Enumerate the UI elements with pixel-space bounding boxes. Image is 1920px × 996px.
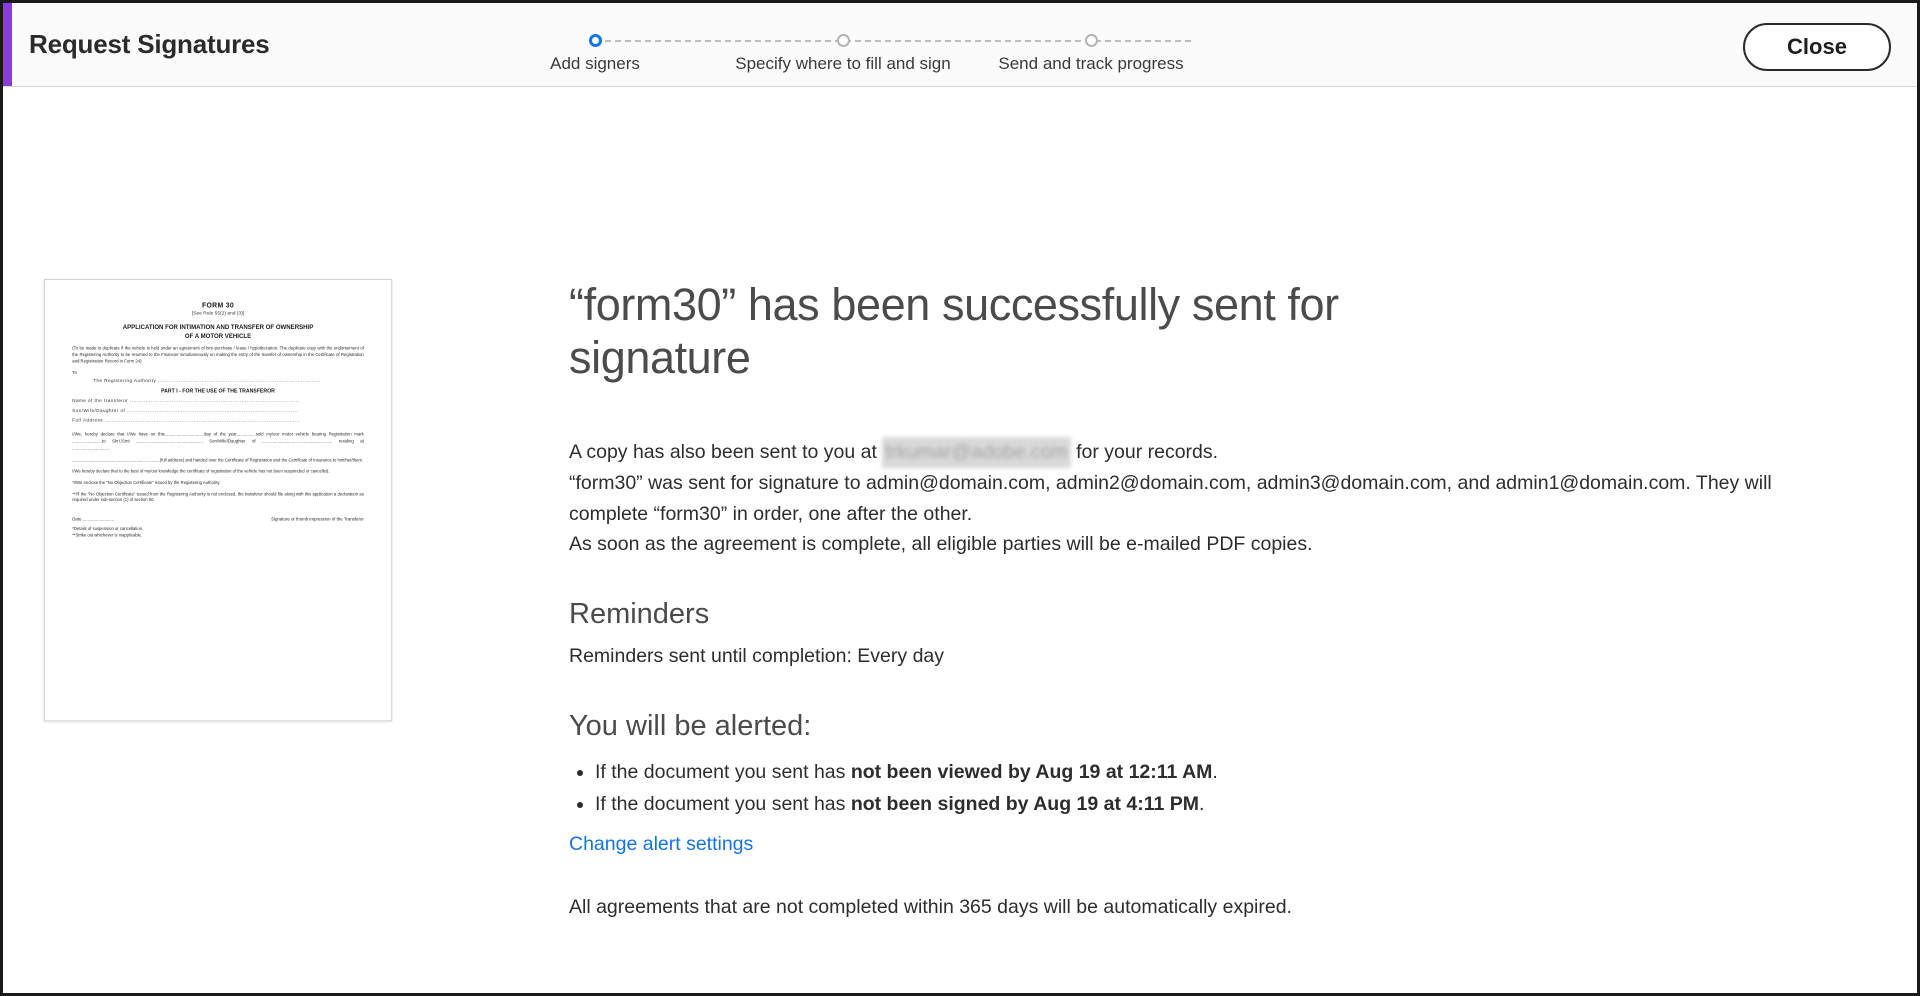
doc-form-number: FORM 30 bbox=[201, 300, 235, 309]
redacted-email: trkumar@adobe.com bbox=[882, 437, 1070, 468]
change-alert-settings-link[interactable]: Change alert settings bbox=[569, 833, 754, 856]
confirmation-panel bbox=[433, 279, 1917, 993]
doc-declaration-2: ...........................................................................(full address) and handed over the Certificate of Registration and the Certificate of Insurance to him/her/them. bbox=[72, 458, 364, 464]
doc-heading-line1: APPLICATION FOR INTIMATION AND TRANSFER OF OWNERSHIP bbox=[122, 323, 314, 331]
complete-line: As soon as the agreement is complete, all eligible parties will be e-mailed PDF copies. bbox=[569, 533, 1313, 556]
doc-note-2: **I'll the "No Objection Certificate" issued from the Registering Authority is not enclosed, the transferor should file along with this application a declaration as required under sub-section (1) of section 50. bbox=[72, 491, 364, 503]
alerts-list bbox=[569, 757, 1797, 819]
step-dot-icon bbox=[589, 34, 602, 47]
window-header bbox=[3, 3, 1917, 87]
doc-authority-line: The Registering Authority ............................................................................................. bbox=[93, 378, 321, 384]
step-specify-fields[interactable] bbox=[723, 15, 963, 74]
doc-declaration-3: I/We hereby declare that to the best of my/our knowledge the certificate of registration of the vehicle has not been suspended or cancelled. bbox=[72, 469, 330, 475]
step-dot-icon bbox=[1085, 34, 1098, 47]
sent-to-line: “form30” was sent for signature to admin@domain.com, admin2@domain.com, admin3@domain.com, and admin1@domain.com. They will complete “form30” in order, one after the other. bbox=[569, 471, 1772, 525]
doc-heading-line2: OF A MOTOR VEHICLE bbox=[184, 332, 252, 340]
list-item bbox=[595, 757, 1797, 787]
doc-part-label: PART I - FOR THE USE OF THE TRANSFEROR bbox=[161, 388, 275, 395]
doc-note-1: *I/We enclose the "No Objection Certificate" issued by the Registering Authority. bbox=[72, 480, 221, 486]
step-label: Add signers bbox=[550, 54, 640, 73]
alert-prefix: If the document you sent has bbox=[595, 760, 851, 783]
accent-bar bbox=[3, 3, 12, 86]
page-title: Request Signatures bbox=[29, 29, 270, 59]
doc-intro-paragraph: (To be made in duplicate if the vehicle is held under an agreement of hire-purchase / lease / hypothecation. The duplicate copy with the endorsement of the Registering Authority to be returned to the Financier simultaneously on making the entry of the transfer of ownership in the Certificate of Registration and Registration Record in Form 24) bbox=[72, 346, 364, 364]
doc-field-relation: Son/Wife/Daughter of .................................................................................................. bbox=[72, 408, 298, 414]
list-item bbox=[595, 789, 1797, 819]
progress-stepper bbox=[523, 15, 1263, 77]
doc-signature-label: Signature or thumb impression of the Transferor bbox=[271, 517, 364, 523]
doc-footnote-2: **Strike out whichever is inapplicable. bbox=[72, 533, 143, 539]
step-label: Send and track progress bbox=[998, 54, 1184, 73]
confirmation-details bbox=[569, 437, 1797, 559]
document-thumbnail[interactable] bbox=[44, 279, 392, 721]
doc-declaration-1: I/We, hereby declare that I/We have on this.................................day of the year................sold my/our motor vehicle bearing Registration mark .........................to Shri./Smt ........................................................ Son/Wife/Daughter of ........................................................... residing at ............................... bbox=[72, 432, 364, 452]
copy-sent-line bbox=[569, 437, 1797, 468]
copy-sent-prefix: A copy has also been sent to you at bbox=[569, 441, 883, 464]
document-thumbnail-panel bbox=[3, 279, 433, 993]
step-label: Specify where to fill and sign bbox=[735, 54, 951, 73]
doc-field-address: Full Address ................................................................................................................ bbox=[72, 418, 301, 424]
step-dot-icon bbox=[837, 34, 850, 47]
reminders-heading: Reminders bbox=[569, 597, 710, 630]
close-button[interactable]: Close bbox=[1743, 23, 1891, 71]
copy-sent-suffix: for your records. bbox=[1070, 441, 1219, 464]
doc-rule-reference: [See Rule 55(2) and (3)] bbox=[191, 311, 245, 317]
alert-bold: not been signed by Aug 19 at 4:11 PM bbox=[850, 792, 1200, 815]
doc-field-transferor-name: Name of the transferor ................................................................................................. bbox=[72, 399, 300, 404]
alert-prefix: If the document you sent has bbox=[595, 792, 851, 815]
alerts-heading: You will be alerted: bbox=[569, 709, 812, 742]
alert-bold: not been viewed by Aug 19 at 12:11 AM bbox=[850, 760, 1213, 783]
confirmation-title: “form30” has been successfully sent for signature bbox=[569, 279, 1339, 383]
step-send-track[interactable] bbox=[971, 15, 1211, 74]
alert-suffix: . bbox=[1199, 792, 1205, 815]
alert-suffix: . bbox=[1212, 760, 1218, 783]
expiry-note: All agreements that are not completed within 365 days will be automatically expired. bbox=[569, 896, 1292, 919]
reminders-text: Reminders sent until completion: Every day bbox=[569, 644, 945, 667]
doc-date-label: Date .......................... bbox=[72, 517, 115, 523]
doc-footnote-1: *Details of suspension or cancellation. bbox=[72, 527, 144, 532]
doc-to-label: To bbox=[72, 370, 77, 376]
main-content bbox=[3, 87, 1917, 993]
step-add-signers[interactable] bbox=[475, 15, 715, 74]
